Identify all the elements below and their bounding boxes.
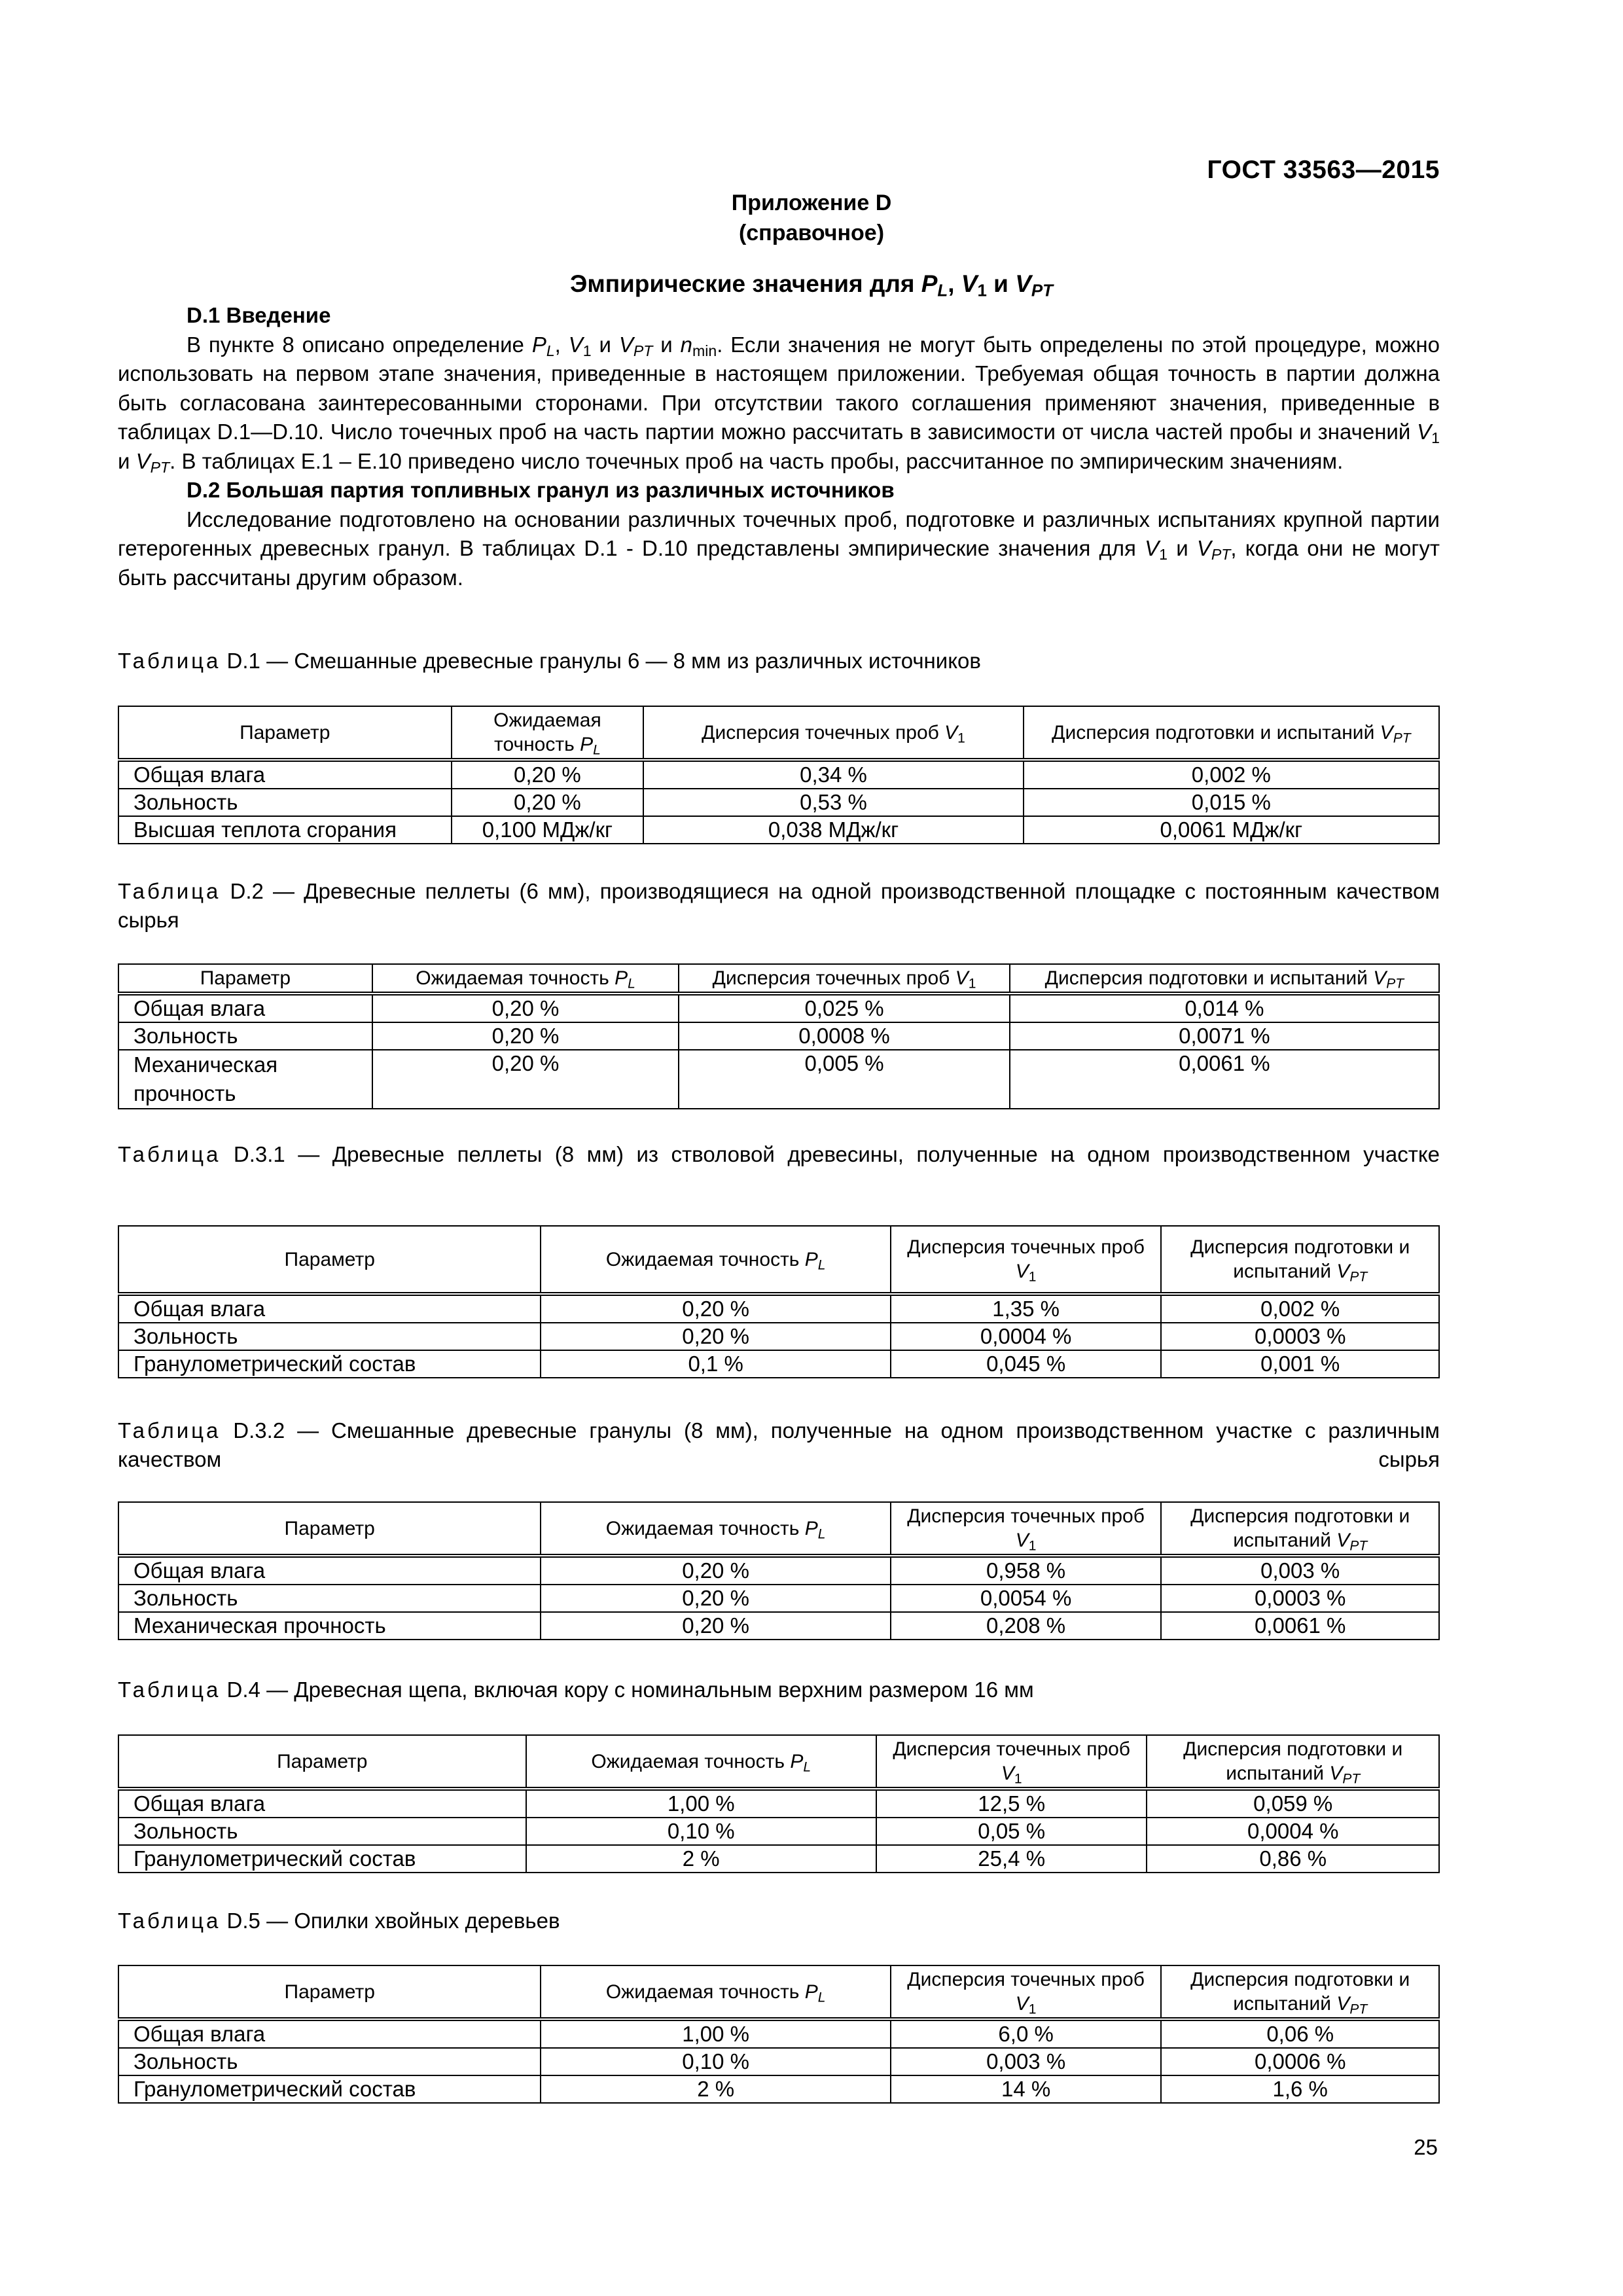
table-d2 (118, 963, 1440, 1109)
table-d2-caption: Таблица D.2 — Древесные пеллеты (6 мм), производящиеся на одной производственной площадке с постоянным качеством сырья (118, 879, 1440, 932)
table-row: Зольность 0,20 % 0,0054 % 0,0003 % (118, 1585, 1439, 1612)
header-precision: Ожидаемая точность $P_L$ (541, 1502, 890, 1556)
header-primary-variance: Дисперсия точечных проб $V_1$ (679, 964, 1009, 994)
document-code: ГОСТ 33563—2015 (1207, 156, 1440, 184)
header-precision: Ожидаемая точность $P_L$ (372, 964, 679, 994)
table-row: Общая влага 1,00 % 6,0 % 0,06 % (118, 2019, 1439, 2048)
header-precision: Ожидаемая точность $P_L$ (526, 1735, 876, 1789)
table-d4-caption: Таблица D.4 — Древесная щепа, включая кору с номинальным верхним размером 16 мм (118, 1677, 1034, 1702)
table-row: Гранулометрический состав 2 % 25,4 % 0,86 % (118, 1845, 1439, 1873)
header-parameter: Параметр (118, 1502, 541, 1556)
header-precision: Ожидаемая точность $P_L$ (541, 1965, 890, 2019)
table-d31 (118, 1225, 1440, 1378)
table-row: Высшая теплота сгорания 0,100 МДж/кг 0,038 МДж/кг 0,0061 МДж/кг (118, 816, 1439, 844)
table-row: Зольность 0,20 % 0,53 % 0,015 % (118, 789, 1439, 816)
header-prep-test-variance: Дисперсия подготовки и испытаний $V_{PT}$ (1161, 1226, 1439, 1294)
header-prep-test-variance: Дисперсия подготовки и испытаний $V_{PT}$ (1161, 1965, 1439, 2019)
table-row: Общая влага 0,20 % 1,35 % 0,002 % (118, 1294, 1439, 1323)
section-title: Эмпирические значения для $P_L$, $V_1$ и $V_{PT}$ (570, 270, 1053, 300)
header-parameter: Параметр (118, 964, 372, 994)
header-prep-test-variance: Дисперсия подготовки и испытаний $V_{PT}$ (1010, 964, 1439, 994)
table-d31-caption: Таблица D.3.1 — Древесные пеллеты (8 мм) из стволовой древесины, полученные на одном производственном участке (118, 1142, 1440, 1166)
header-precision: Ожидаемая точность $P_L$ (452, 706, 644, 760)
header-parameter: Параметр (118, 1226, 541, 1294)
appendix-type: (справочное) (738, 221, 885, 245)
page-number: 25 (1414, 2135, 1438, 2159)
header-prep-test-variance: Дисперсия подготовки и испытаний $V_{PT}$ (1161, 1502, 1439, 1556)
header-primary-variance: Дисперсия точечных проб $V_1$ (891, 1226, 1162, 1294)
table-row: Гранулометрический состав 2 % 14 % 1,6 % (118, 2075, 1439, 2103)
table-row: Механическая прочность 0,20 % 0,005 % 0,0061 % (118, 1050, 1439, 1109)
header-precision: Ожидаемая точность $P_L$ (541, 1226, 890, 1294)
header-primary-variance: Дисперсия точечных проб $V_1$ (643, 706, 1023, 760)
table-row: Зольность 0,20 % 0,0008 % 0,0071 % (118, 1022, 1439, 1050)
table-row: Гранулометрический состав 0,1 % 0,045 % 0,001 % (118, 1350, 1439, 1378)
table-row: Зольность 0,10 % 0,05 % 0,0004 % (118, 1818, 1439, 1845)
header-prep-test-variance: Дисперсия подготовки и испытаний $V_{PT}$ (1147, 1735, 1439, 1789)
header-prep-test-variance: Дисперсия подготовки и испытаний $V_{PT}$ (1024, 706, 1439, 760)
table-d32 (118, 1501, 1440, 1640)
header-parameter: Параметр (118, 1965, 541, 2019)
d2-paragraph: Исследование подготовлено на основании различных точечных проб, подготовке и различных испытаниях крупной партии гетерогенных древесных гранул. В таблицах D.1 - D.10 представлены эмпирические значения для $V_1$ и $V_{PT}$, когда они не могут быть рассчитаны другим образом. (118, 507, 1440, 590)
table-d32-caption: Таблица D.3.2 — Смешанные древесные гранулы (8 мм), полученные на одном производственном участке с различным качеством сырья (118, 1418, 1440, 1471)
table-row: Общая влага 0,20 % 0,34 % 0,002 % (118, 760, 1439, 789)
table-d5 (118, 1965, 1440, 2104)
table-d5-caption: Таблица D.5 — Опилки хвойных деревьев (118, 1909, 560, 1933)
header-primary-variance: Дисперсия точечных проб $V_1$ (891, 1502, 1162, 1556)
d1-heading: D.1 Введение (187, 303, 331, 327)
table-row: Механическая прочность 0,20 % 0,208 % 0,0061 % (118, 1612, 1439, 1640)
header-primary-variance: Дисперсия точечных проб $V_1$ (876, 1735, 1147, 1789)
header-parameter: Параметр (118, 706, 452, 760)
table-row: Зольность 0,10 % 0,003 % 0,0006 % (118, 2048, 1439, 2075)
header-parameter: Параметр (118, 1735, 526, 1789)
table-row: Общая влага 0,20 % 0,958 % 0,003 % (118, 1556, 1439, 1585)
d2-heading: D.2 Большая партия топливных гранул из различных источников (187, 478, 895, 502)
table-row: Общая влага 1,00 % 12,5 % 0,059 % (118, 1789, 1439, 1818)
table-d4 (118, 1734, 1440, 1873)
d1-section (118, 301, 1440, 592)
table-d1-caption: Таблица D.1 — Смешанные древесные гранулы 6 — 8 мм из различных источников (118, 649, 981, 673)
d1-paragraph: В пункте 8 описано определение $P_L$, $V_1$ и $V_{PT}$ и $n_{min}$. Если значения не могут быть определены по этой процедуре, можно использовать на первом этапе значения, приведенные в настоящем приложении. Требуемая общая точность в партии должна быть согласована заинтересованными сторонами. При отсутствии такого соглашения применяют значения, приведенные в таблицах D.1—D.10. Число точечных проб на часть партии можно рассчитать в зависимости от числа частей пробы и значений $V_1$ и $V_{PT}$. В таблицах Е.1 – Е.10 приведено число точечных проб на часть пробы, рассчитанное по эмпирическим значениям. (118, 332, 1440, 476)
table-d1 (118, 706, 1440, 844)
table-row: Общая влага 0,20 % 0,025 % 0,014 % (118, 994, 1439, 1022)
table-row: Зольность 0,20 % 0,0004 % 0,0003 % (118, 1323, 1439, 1350)
header-primary-variance: Дисперсия точечных проб $V_1$ (891, 1965, 1162, 2019)
appendix-title: Приложение D (731, 190, 892, 215)
